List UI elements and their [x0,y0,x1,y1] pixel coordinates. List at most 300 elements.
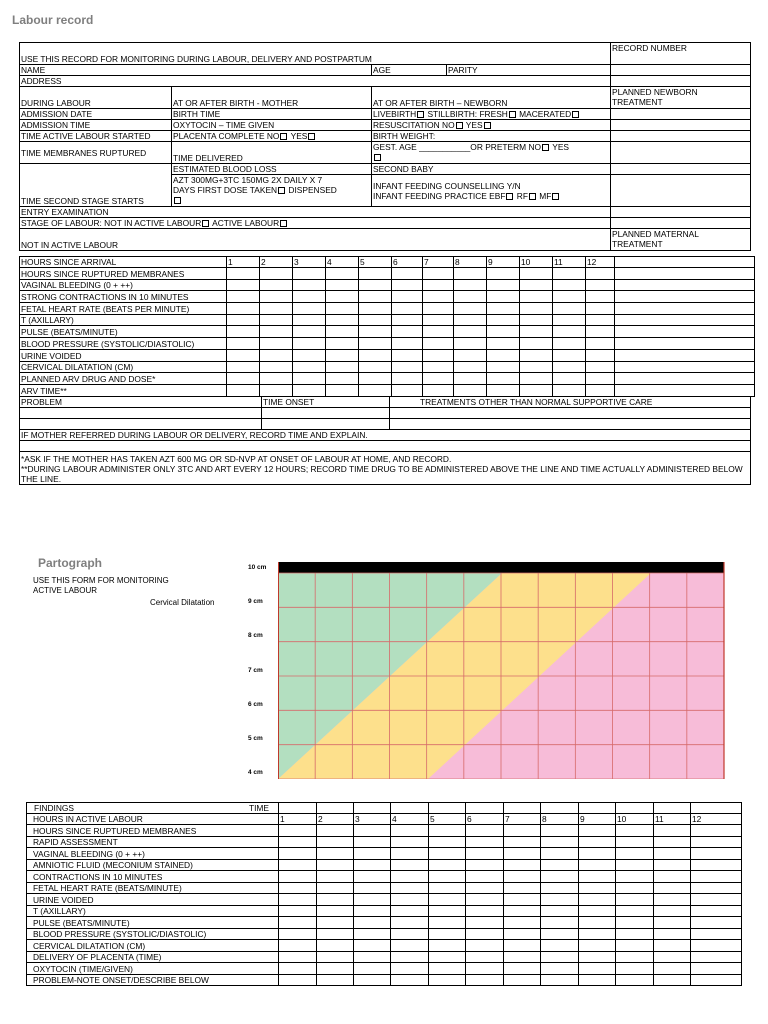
monitoring-cell[interactable] [359,291,392,303]
monitoring-cell[interactable] [359,326,392,338]
monitoring-cell[interactable] [359,303,392,315]
findings-cell[interactable] [541,917,579,929]
ebf-checkbox[interactable] [506,193,513,200]
findings-cell[interactable] [429,963,466,975]
findings-cell[interactable] [429,905,466,917]
findings-cell[interactable] [391,836,429,848]
monitoring-cell[interactable] [260,384,293,396]
monitoring-cell[interactable] [227,303,260,315]
findings-cell[interactable] [429,859,466,871]
findings-cell[interactable] [579,905,616,917]
findings-cell[interactable] [466,894,504,906]
monitoring-cell[interactable] [326,338,359,350]
findings-cell[interactable] [541,951,579,963]
findings-cell[interactable] [691,940,742,952]
monitoring-cell[interactable] [586,314,615,326]
monitoring-cell[interactable] [553,291,586,303]
monitoring-cell[interactable] [423,268,454,280]
findings-cell[interactable] [654,963,691,975]
monitoring-cell[interactable] [260,314,293,326]
monitoring-cell[interactable] [553,279,586,291]
findings-cell[interactable] [466,825,504,837]
monitoring-cell[interactable] [293,338,326,350]
monitoring-cell[interactable] [586,326,615,338]
findings-cell[interactable] [616,859,654,871]
findings-cell[interactable] [616,882,654,894]
monitoring-cell[interactable] [487,314,520,326]
findings-cell[interactable] [391,848,429,860]
monitoring-cell[interactable] [293,384,326,396]
oxytocin-time-field[interactable]: OXYTOCIN – TIME GIVEN [172,120,372,131]
findings-cell[interactable] [317,848,354,860]
findings-cell[interactable] [354,963,391,975]
monitoring-cell[interactable] [423,314,454,326]
monitoring-cell[interactable] [293,291,326,303]
preterm-yes-checkbox[interactable] [374,154,381,161]
findings-cell[interactable] [317,836,354,848]
resuscitation-yes-checkbox[interactable] [484,122,491,129]
estimated-blood-loss-field[interactable]: ESTIMATED BLOOD LOSS [172,164,372,175]
monitoring-cell[interactable] [326,349,359,361]
time-cell[interactable] [504,803,541,814]
monitoring-cell[interactable] [392,384,423,396]
monitoring-cell[interactable] [227,338,260,350]
findings-cell[interactable] [504,882,541,894]
mf-checkbox[interactable] [552,193,559,200]
monitoring-cell[interactable] [392,361,423,373]
monitoring-cell[interactable] [454,326,487,338]
monitoring-cell[interactable] [586,291,615,303]
findings-cell[interactable] [279,940,317,952]
monitoring-cell[interactable] [423,384,454,396]
findings-cell[interactable] [391,859,429,871]
findings-cell[interactable] [317,940,354,952]
findings-cell[interactable] [466,871,504,883]
findings-cell[interactable] [429,871,466,883]
monitoring-cell[interactable] [423,349,454,361]
findings-cell[interactable] [279,882,317,894]
monitoring-cell[interactable] [454,384,487,396]
findings-cell[interactable] [354,848,391,860]
findings-cell[interactable] [279,905,317,917]
findings-cell[interactable] [466,940,504,952]
findings-cell[interactable] [541,928,579,940]
findings-cell[interactable] [541,974,579,986]
findings-cell[interactable] [279,963,317,975]
monitoring-cell[interactable] [359,314,392,326]
findings-cell[interactable] [504,951,541,963]
findings-cell[interactable] [317,974,354,986]
monitoring-cell[interactable] [227,291,260,303]
findings-cell[interactable] [466,836,504,848]
findings-cell[interactable] [616,963,654,975]
findings-cell[interactable] [504,894,541,906]
findings-cell[interactable] [691,917,742,929]
findings-cell[interactable] [654,882,691,894]
findings-cell[interactable] [391,940,429,952]
treatment-cell[interactable] [390,408,751,419]
monitoring-cell[interactable] [359,279,392,291]
monitoring-cell[interactable] [293,326,326,338]
monitoring-cell[interactable] [520,338,553,350]
findings-cell[interactable] [616,940,654,952]
findings-cell[interactable] [504,963,541,975]
monitoring-cell[interactable] [553,338,586,350]
monitoring-cell[interactable] [487,291,520,303]
monitoring-cell[interactable] [487,326,520,338]
monitoring-cell[interactable] [326,268,359,280]
findings-cell[interactable] [579,882,616,894]
findings-cell[interactable] [354,928,391,940]
findings-cell[interactable] [579,871,616,883]
monitoring-cell[interactable] [553,314,586,326]
findings-cell[interactable] [541,825,579,837]
monitoring-cell[interactable] [326,279,359,291]
findings-cell[interactable] [317,963,354,975]
monitoring-cell[interactable] [359,338,392,350]
findings-cell[interactable] [654,974,691,986]
findings-cell[interactable] [279,859,317,871]
findings-cell[interactable] [429,882,466,894]
treatment-cell[interactable] [390,419,751,430]
monitoring-cell[interactable] [520,373,553,385]
findings-cell[interactable] [579,848,616,860]
monitoring-cell[interactable] [392,291,423,303]
findings-cell[interactable] [279,951,317,963]
monitoring-cell[interactable] [487,338,520,350]
first-dose-checkbox[interactable] [278,187,285,194]
monitoring-cell[interactable] [260,279,293,291]
time-delivered-field[interactable]: TIME DELIVERED [172,142,372,164]
findings-cell[interactable] [466,905,504,917]
findings-cell[interactable] [317,882,354,894]
monitoring-cell[interactable] [454,268,487,280]
findings-cell[interactable] [616,871,654,883]
findings-cell[interactable] [579,825,616,837]
monitoring-cell[interactable] [392,303,423,315]
findings-cell[interactable] [541,940,579,952]
findings-cell[interactable] [504,940,541,952]
livebirth-checkbox[interactable] [417,111,424,118]
time-cell[interactable] [354,803,391,814]
monitoring-cell[interactable] [227,373,260,385]
placenta-no-checkbox[interactable] [280,133,287,140]
findings-cell[interactable] [691,871,742,883]
findings-cell[interactable] [541,836,579,848]
findings-cell[interactable] [279,848,317,860]
findings-cell[interactable] [579,940,616,952]
findings-cell[interactable] [654,905,691,917]
findings-cell[interactable] [654,928,691,940]
monitoring-cell[interactable] [586,279,615,291]
findings-cell[interactable] [504,917,541,929]
monitoring-cell[interactable] [359,384,392,396]
problem-cell[interactable] [20,419,262,430]
findings-cell[interactable] [579,928,616,940]
findings-cell[interactable] [691,905,742,917]
second-baby-field[interactable]: SECOND BABY [372,164,611,175]
monitoring-cell[interactable] [487,349,520,361]
findings-cell[interactable] [354,917,391,929]
monitoring-cell[interactable] [227,384,260,396]
planned-maternal-treatment[interactable]: PLANNED MATERNAL TREATMENT [611,229,751,251]
monitoring-cell[interactable] [326,384,359,396]
findings-cell[interactable] [654,917,691,929]
time-cell[interactable] [466,803,504,814]
monitoring-cell[interactable] [227,361,260,373]
findings-cell[interactable] [466,928,504,940]
findings-cell[interactable] [354,940,391,952]
findings-cell[interactable] [279,974,317,986]
findings-cell[interactable] [504,905,541,917]
findings-cell[interactable] [579,859,616,871]
findings-cell[interactable] [654,940,691,952]
monitoring-cell[interactable] [260,349,293,361]
monitoring-cell[interactable] [423,303,454,315]
findings-cell[interactable] [616,928,654,940]
findings-cell[interactable] [691,894,742,906]
time-cell[interactable] [616,803,654,814]
monitoring-cell[interactable] [586,349,615,361]
monitoring-cell[interactable] [260,361,293,373]
findings-cell[interactable] [354,974,391,986]
monitoring-cell[interactable] [487,268,520,280]
preterm-no-checkbox[interactable] [542,144,549,151]
findings-cell[interactable] [616,905,654,917]
monitoring-cell[interactable] [553,373,586,385]
monitoring-cell[interactable] [454,303,487,315]
findings-cell[interactable] [279,928,317,940]
address-field[interactable]: ADDRESS [20,76,611,87]
findings-cell[interactable] [391,917,429,929]
findings-cell[interactable] [391,905,429,917]
monitoring-cell[interactable] [227,349,260,361]
admission-time-field[interactable]: ADMISSION TIME [20,120,172,131]
findings-cell[interactable] [391,894,429,906]
monitoring-cell[interactable] [423,279,454,291]
monitoring-cell[interactable] [487,384,520,396]
time-cell[interactable] [691,803,742,814]
findings-cell[interactable] [504,928,541,940]
monitoring-cell[interactable] [423,326,454,338]
monitoring-cell[interactable] [520,314,553,326]
findings-cell[interactable] [616,825,654,837]
findings-cell[interactable] [579,917,616,929]
findings-cell[interactable] [466,974,504,986]
monitoring-cell[interactable] [392,314,423,326]
monitoring-cell[interactable] [487,279,520,291]
monitoring-cell[interactable] [359,361,392,373]
findings-cell[interactable] [429,825,466,837]
findings-cell[interactable] [429,940,466,952]
monitoring-cell[interactable] [392,268,423,280]
monitoring-cell[interactable] [454,349,487,361]
monitoring-cell[interactable] [454,291,487,303]
monitoring-cell[interactable] [586,373,615,385]
monitoring-cell[interactable] [293,349,326,361]
findings-cell[interactable] [466,859,504,871]
findings-cell[interactable] [317,917,354,929]
monitoring-cell[interactable] [293,314,326,326]
findings-cell[interactable] [466,951,504,963]
time-cell[interactable] [541,803,579,814]
findings-cell[interactable] [691,928,742,940]
time-cell[interactable] [279,803,317,814]
birth-weight-field[interactable]: BIRTH WEIGHT: [372,131,611,142]
findings-cell[interactable] [541,963,579,975]
monitoring-cell[interactable] [260,338,293,350]
monitoring-cell[interactable] [260,373,293,385]
monitoring-cell[interactable] [227,314,260,326]
record-number-label[interactable]: RECORD NUMBER [611,43,751,65]
findings-cell[interactable] [429,836,466,848]
monitoring-cell[interactable] [293,279,326,291]
findings-cell[interactable] [354,882,391,894]
findings-cell[interactable] [317,894,354,906]
monitoring-cell[interactable] [293,361,326,373]
findings-cell[interactable] [317,825,354,837]
monitoring-cell[interactable] [454,338,487,350]
findings-cell[interactable] [654,894,691,906]
monitoring-cell[interactable] [586,361,615,373]
monitoring-cell[interactable] [227,268,260,280]
findings-cell[interactable] [354,951,391,963]
admission-date-field[interactable]: ADMISSION DATE [20,109,172,120]
monitoring-cell[interactable] [293,268,326,280]
findings-cell[interactable] [317,859,354,871]
findings-cell[interactable] [354,894,391,906]
time-onset-cell[interactable] [262,419,390,430]
monitoring-cell[interactable] [293,373,326,385]
findings-cell[interactable] [279,917,317,929]
active-labour-checkbox[interactable] [280,220,287,227]
findings-cell[interactable] [279,825,317,837]
findings-cell[interactable] [654,951,691,963]
findings-cell[interactable] [579,974,616,986]
findings-cell[interactable] [354,825,391,837]
findings-cell[interactable] [317,905,354,917]
findings-cell[interactable] [579,894,616,906]
findings-cell[interactable] [654,825,691,837]
birth-time-field[interactable]: BIRTH TIME [172,109,372,120]
findings-cell[interactable] [541,859,579,871]
findings-cell[interactable] [504,836,541,848]
time-onset-cell[interactable] [262,408,390,419]
referred-label[interactable]: IF MOTHER REFERRED DURING LABOUR OR DELIVERY, RECORD TIME AND EXPLAIN. [20,430,751,441]
findings-cell[interactable] [654,871,691,883]
monitoring-cell[interactable] [392,338,423,350]
monitoring-cell[interactable] [553,384,586,396]
findings-cell[interactable] [504,859,541,871]
findings-cell[interactable] [391,928,429,940]
monitoring-cell[interactable] [520,361,553,373]
findings-cell[interactable] [354,859,391,871]
findings-cell[interactable] [541,871,579,883]
findings-cell[interactable] [466,882,504,894]
findings-cell[interactable] [391,951,429,963]
findings-cell[interactable] [579,963,616,975]
monitoring-cell[interactable] [520,326,553,338]
monitoring-cell[interactable] [423,338,454,350]
findings-cell[interactable] [654,859,691,871]
monitoring-cell[interactable] [392,279,423,291]
monitoring-cell[interactable] [454,373,487,385]
time-second-stage-field[interactable]: TIME SECOND STAGE STARTS [20,164,172,207]
findings-cell[interactable] [504,871,541,883]
findings-cell[interactable] [654,836,691,848]
findings-cell[interactable] [616,917,654,929]
monitoring-cell[interactable] [326,326,359,338]
monitoring-cell[interactable] [454,279,487,291]
monitoring-cell[interactable] [260,291,293,303]
monitoring-cell[interactable] [586,268,615,280]
findings-cell[interactable] [691,951,742,963]
findings-cell[interactable] [317,951,354,963]
monitoring-cell[interactable] [227,279,260,291]
findings-cell[interactable] [691,882,742,894]
findings-cell[interactable] [391,871,429,883]
infant-feeding-counselling[interactable]: INFANT FEEDING COUNSELLING Y/N [373,180,521,191]
monitoring-cell[interactable] [293,303,326,315]
findings-cell[interactable] [691,825,742,837]
referred-cell[interactable] [20,441,751,452]
findings-cell[interactable] [579,836,616,848]
findings-cell[interactable] [616,848,654,860]
monitoring-cell[interactable] [553,361,586,373]
findings-cell[interactable] [354,871,391,883]
monitoring-cell[interactable] [553,326,586,338]
findings-cell[interactable] [504,825,541,837]
findings-cell[interactable] [429,974,466,986]
monitoring-cell[interactable] [454,314,487,326]
monitoring-cell[interactable] [392,326,423,338]
findings-cell[interactable] [279,894,317,906]
findings-cell[interactable] [691,974,742,986]
monitoring-cell[interactable] [423,361,454,373]
findings-cell[interactable] [354,905,391,917]
findings-cell[interactable] [616,836,654,848]
monitoring-cell[interactable] [227,326,260,338]
age-field[interactable]: AGE [372,65,447,76]
findings-cell[interactable] [579,951,616,963]
findings-cell[interactable] [466,963,504,975]
findings-cell[interactable] [391,825,429,837]
monitoring-cell[interactable] [520,384,553,396]
monitoring-cell[interactable] [553,268,586,280]
monitoring-cell[interactable] [392,373,423,385]
time-cell[interactable] [317,803,354,814]
findings-cell[interactable] [429,951,466,963]
monitoring-cell[interactable] [326,373,359,385]
findings-cell[interactable] [504,974,541,986]
findings-cell[interactable] [504,848,541,860]
monitoring-cell[interactable] [520,349,553,361]
monitoring-cell[interactable] [520,279,553,291]
findings-cell[interactable] [541,894,579,906]
monitoring-cell[interactable] [586,338,615,350]
findings-cell[interactable] [541,882,579,894]
findings-cell[interactable] [541,848,579,860]
findings-cell[interactable] [616,974,654,986]
monitoring-cell[interactable] [553,349,586,361]
monitoring-cell[interactable] [553,303,586,315]
findings-cell[interactable] [279,871,317,883]
findings-cell[interactable] [541,905,579,917]
time-active-labour-field[interactable]: TIME ACTIVE LABOUR STARTED [20,131,172,142]
monitoring-cell[interactable] [454,361,487,373]
findings-cell[interactable] [429,928,466,940]
monitoring-cell[interactable] [359,373,392,385]
